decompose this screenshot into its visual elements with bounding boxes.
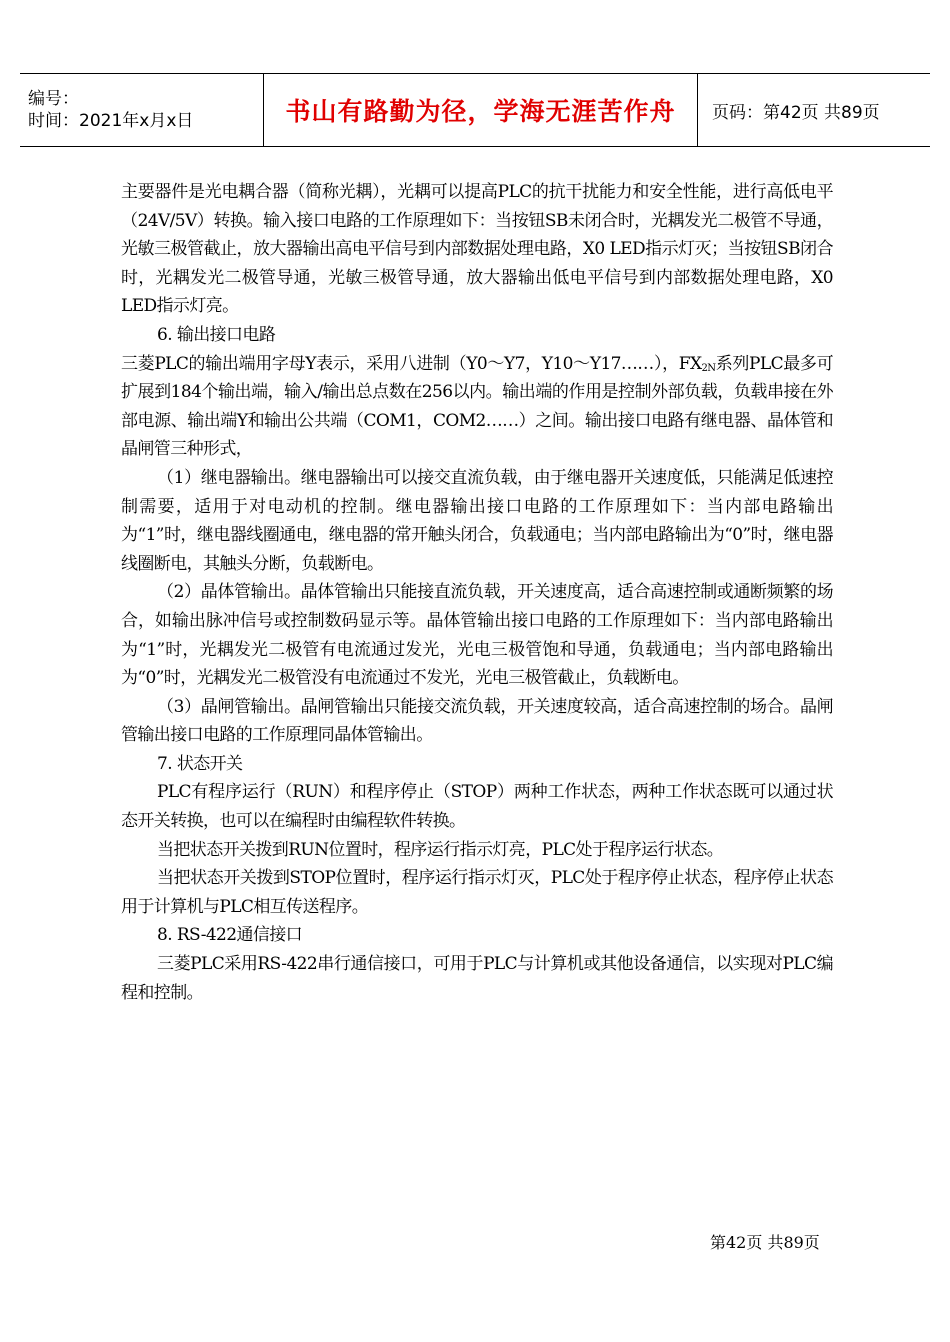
header-motto-cell <box>263 74 698 146</box>
document-body <box>121 178 833 1007</box>
number-label: 编号： <box>28 89 79 109</box>
header-left-cell <box>20 74 263 146</box>
paragraph-run-stop: PLC有程序运行（RUN）和程序停止（STOP）两种工作状态，两种工作状态既可以通过状态开关转换，也可以在编程时由编程软件转换。 <box>121 782 833 832</box>
paragraph-rs422: 三菱PLC采用RS-422串行通信接口，可用于PLC与计算机或其他设备通信，以实现对PLC编程和控制。 <box>121 954 833 1003</box>
paragraph-input-circuit: 主要器件是光电耦合器（简称光耦），光耦可以提高PLC的抗干扰能力和安全性能，进行高低电平（24V/5V）转换。输入接口电路的工作原理如下：当按钮SB未闭合时，光耦发光二极管不导通，光敏三极管截止，放大器输出高电平信号到内部数据处理电路，X0 LED指示灯灭；当按钮SB闭合时，光耦发光二极管导通，光敏三极管导通，放大器输出低电平信号到内部数据处理电路，X0 LED指示灯亮。 <box>121 182 833 317</box>
section-heading-status-switch: 7. 状态开关 <box>157 753 243 774</box>
date-label: 时间：2021年x月x日 <box>28 111 194 131</box>
paragraph-output-terminals <box>121 350 833 464</box>
section-heading-output-interface: 6. 输出接口电路 <box>157 324 276 345</box>
section-heading-rs422: 8. RS-422通信接口 <box>157 925 303 946</box>
paragraph-transistor-output: （2）晶体管输出。晶体管输出只能接直流负载，开关速度高，适合高速控制或通断频繁的场合，如输出脉冲信号或控制数码显示等。晶体管输出接口电路的工作原理如下：当内部电路输出为“1”时，光耦发光二极管有电流通过发光，光电三极管饱和导通，负载通电；当内部电路输出为“0”时，光耦发光二极管没有电流通过不发光，光电三极管截止，负载断电。 <box>121 582 833 689</box>
paragraph-relay-output: （1）继电器输出。继电器输出可以接交直流负载，由于继电器开关速度低，只能满足低速控制需要，适用于对电动机的控制。继电器输出接口电路的工作原理如下：当内部电路输出为“1”时，继电器线圈通电，继电器的常开触头闭合，负载通电；当内部电路输出为“0”时，继电器线圈断电，其触头分断，负载断电。 <box>121 467 833 574</box>
series-subscript: 2N <box>701 362 716 374</box>
motto-text: 书山有路勤为径，学海无涯苦作舟 <box>285 97 676 126</box>
page-info: 页码：第42页 共89页 <box>712 102 880 123</box>
paragraph-output-text-1: 三菱PLC的输出端用字母Y表示，采用八进制（Y0～Y7，Y10～Y17……），FX <box>121 353 702 374</box>
paragraph-run-position: 当把状态开关拨到RUN位置时，程序运行指示灯亮，PLC处于程序运行状态。 <box>157 839 724 860</box>
paragraph-thyristor-output: （3）晶闸管输出。晶闸管输出只能接交流负载，开关速度较高，适合高速控制的场合。晶闸管输出接口电路的工作原理同晶体管输出。 <box>121 696 833 746</box>
header-page-cell <box>698 74 880 146</box>
paragraph-stop-position: 当把状态开关拨到STOP位置时，程序运行指示灯灭，PLC处于程序停止状态，程序停止状态用于计算机与PLC相互传送程序。 <box>121 868 833 917</box>
paragraph-output-text-2: 系列PLC最多可扩展到184个输出端，输入/输出总点数在256以内。输出端的作用是控制外部负载，负载串接在外部电源、输出端Y和输出公共端（COM1，COM2……）之间。输出接口电路有继电器、晶体管和晶闸管三种形式， <box>121 353 834 460</box>
page-footer: 第42页 共89页 <box>710 1233 820 1252</box>
page-header <box>20 73 930 147</box>
